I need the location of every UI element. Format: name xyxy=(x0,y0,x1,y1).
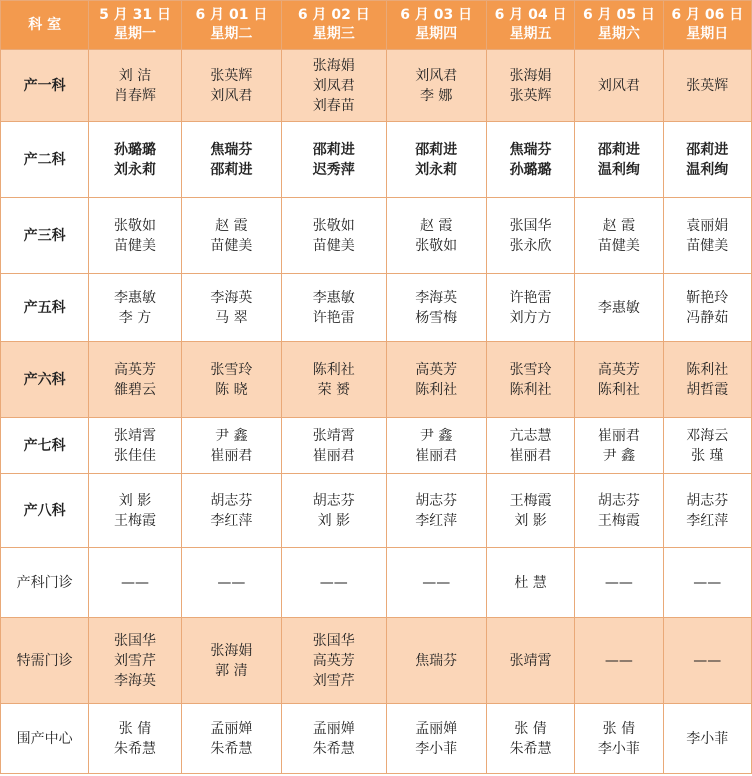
duty-cell: 焦瑞芬 xyxy=(386,618,486,704)
duty-cell: 高英芳 陈利社 xyxy=(386,342,486,418)
duty-cell: 邵莉进 温利绚 xyxy=(663,122,751,198)
dept-name: 产科门诊 xyxy=(1,548,89,618)
table-row xyxy=(1,418,752,474)
duty-cell: 赵 霞 苗健美 xyxy=(575,198,663,274)
duty-cell: 张雪玲 陈 晓 xyxy=(181,342,281,418)
duty-cell: 李海英 杨雪梅 xyxy=(386,274,486,342)
duty-cell: 胡志芬 刘 影 xyxy=(282,474,386,548)
duty-cell: 张国华 张永欣 xyxy=(486,198,574,274)
date-header-2 xyxy=(282,1,386,50)
date-label: 6 月 04 日 xyxy=(494,7,567,23)
duty-cell: 杜 慧 xyxy=(486,548,574,618)
duty-cell: 刘风君 李 娜 xyxy=(386,50,486,122)
duty-cell: 张英辉 xyxy=(663,50,751,122)
date-label: 6 月 03 日 xyxy=(400,7,473,23)
duty-cell: 靳艳玲 冯静茹 xyxy=(663,274,751,342)
table-row xyxy=(1,342,752,418)
dept-name: 产三科 xyxy=(1,198,89,274)
duty-cell: 赵 霞 张敬如 xyxy=(386,198,486,274)
date-header-3 xyxy=(386,1,486,50)
duty-cell: 胡志芬 王梅霞 xyxy=(575,474,663,548)
weekday-label: 星期一 xyxy=(114,26,157,42)
duty-cell: 李惠敏 李 方 xyxy=(89,274,181,342)
duty-cell: —— xyxy=(181,548,281,618)
weekday-label: 星期四 xyxy=(415,26,458,42)
date-label: 6 月 02 日 xyxy=(297,7,370,23)
dept-header: 科 室 xyxy=(1,1,89,50)
duty-cell: 李小菲 xyxy=(663,704,751,774)
dept-name: 产七科 xyxy=(1,418,89,474)
duty-cell: —— xyxy=(663,618,751,704)
duty-cell: 陈利社 胡哲霞 xyxy=(663,342,751,418)
dept-name: 产一科 xyxy=(1,50,89,122)
duty-cell: —— xyxy=(663,548,751,618)
dept-name: 产五科 xyxy=(1,274,89,342)
duty-cell: 刘 洁 肖春辉 xyxy=(89,50,181,122)
duty-cell: 焦瑞芬 孙璐璐 xyxy=(486,122,574,198)
duty-cell: 张敬如 苗健美 xyxy=(282,198,386,274)
duty-cell: 焦瑞芬 邵莉进 xyxy=(181,122,281,198)
table-row xyxy=(1,50,752,122)
duty-cell: 张靖霄 张佳佳 xyxy=(89,418,181,474)
date-label: 5 月 31 日 xyxy=(99,7,171,23)
duty-cell: 张国华 高英芳 刘雪芹 xyxy=(282,618,386,704)
duty-cell: 张雪玲 陈利社 xyxy=(486,342,574,418)
duty-cell: 张海娟 刘凤君 刘春苗 xyxy=(282,50,386,122)
header-row xyxy=(1,1,752,50)
duty-cell: 高英芳 陈利社 xyxy=(575,342,663,418)
duty-cell: 许艳雷 刘方方 xyxy=(486,274,574,342)
duty-cell: 邵莉进 温利绚 xyxy=(575,122,663,198)
duty-cell: 袁丽娟 苗健美 xyxy=(663,198,751,274)
dept-name: 产二科 xyxy=(1,122,89,198)
duty-cell: 孟丽婵 朱希慧 xyxy=(282,704,386,774)
date-label: 6 月 06 日 xyxy=(671,7,744,23)
duty-cell: 亢志慧 崔丽君 xyxy=(486,418,574,474)
weekday-label: 星期三 xyxy=(312,26,355,42)
date-header-6 xyxy=(663,1,751,50)
weekday-label: 星期二 xyxy=(210,26,253,42)
duty-cell: 李海英 马 翠 xyxy=(181,274,281,342)
date-header-4 xyxy=(486,1,574,50)
duty-cell: 张国华 刘雪芹 李海英 xyxy=(89,618,181,704)
duty-cell: 张靖霄 xyxy=(486,618,574,704)
duty-cell: 邵莉进 迟秀萍 xyxy=(282,122,386,198)
table-row xyxy=(1,474,752,548)
duty-cell: 胡志芬 李红萍 xyxy=(386,474,486,548)
duty-cell: 胡志芬 李红萍 xyxy=(181,474,281,548)
duty-cell: 尹 鑫 崔丽君 xyxy=(386,418,486,474)
duty-cell: 刘风君 xyxy=(575,50,663,122)
table-row xyxy=(1,548,752,618)
table-row xyxy=(1,618,752,704)
duty-cell: 高英芳 雒碧云 xyxy=(89,342,181,418)
duty-cell: 王梅霞 刘 影 xyxy=(486,474,574,548)
table-row xyxy=(1,274,752,342)
duty-cell: 张海娟 张英辉 xyxy=(486,50,574,122)
duty-cell: —— xyxy=(575,618,663,704)
duty-cell: 张 倩 朱希慧 xyxy=(486,704,574,774)
duty-cell: 尹 鑫 崔丽君 xyxy=(181,418,281,474)
duty-cell: —— xyxy=(386,548,486,618)
dept-name: 产六科 xyxy=(1,342,89,418)
date-header-0 xyxy=(89,1,181,50)
duty-cell: —— xyxy=(282,548,386,618)
duty-cell: 陈利社 荣 赟 xyxy=(282,342,386,418)
duty-cell: 张敬如 苗健美 xyxy=(89,198,181,274)
duty-cell: 胡志芬 李红萍 xyxy=(663,474,751,548)
duty-cell: 孟丽婵 李小菲 xyxy=(386,704,486,774)
duty-cell: 赵 霞 苗健美 xyxy=(181,198,281,274)
table-row xyxy=(1,122,752,198)
date-label: 6 月 05 日 xyxy=(582,7,655,23)
duty-cell: 邵莉进 刘永莉 xyxy=(386,122,486,198)
duty-cell: 张 倩 朱希慧 xyxy=(89,704,181,774)
duty-cell: —— xyxy=(575,548,663,618)
weekday-label: 星期五 xyxy=(509,26,552,42)
table-row xyxy=(1,704,752,774)
weekday-label: 星期六 xyxy=(597,26,640,42)
duty-cell: 李惠敏 xyxy=(575,274,663,342)
duty-cell: 李惠敏 许艳雷 xyxy=(282,274,386,342)
date-header-5 xyxy=(575,1,663,50)
table-row xyxy=(1,198,752,274)
duty-cell: 孟丽婵 朱希慧 xyxy=(181,704,281,774)
duty-cell: 张靖霄 崔丽君 xyxy=(282,418,386,474)
date-header-1 xyxy=(181,1,281,50)
duty-cell: 崔丽君 尹 鑫 xyxy=(575,418,663,474)
weekday-label: 星期日 xyxy=(686,26,729,42)
duty-cell: —— xyxy=(89,548,181,618)
duty-cell: 张 倩 李小菲 xyxy=(575,704,663,774)
dept-name: 特需门诊 xyxy=(1,618,89,704)
duty-cell: 刘 影 王梅霞 xyxy=(89,474,181,548)
duty-cell: 孙璐璐 刘永莉 xyxy=(89,122,181,198)
duty-cell: 邓海云 张 瑾 xyxy=(663,418,751,474)
duty-cell: 张英辉 刘风君 xyxy=(181,50,281,122)
date-label: 6 月 01 日 xyxy=(195,7,268,23)
dept-name: 围产中心 xyxy=(1,704,89,774)
dept-name: 产八科 xyxy=(1,474,89,548)
duty-cell: 张海娟 郭 清 xyxy=(181,618,281,704)
